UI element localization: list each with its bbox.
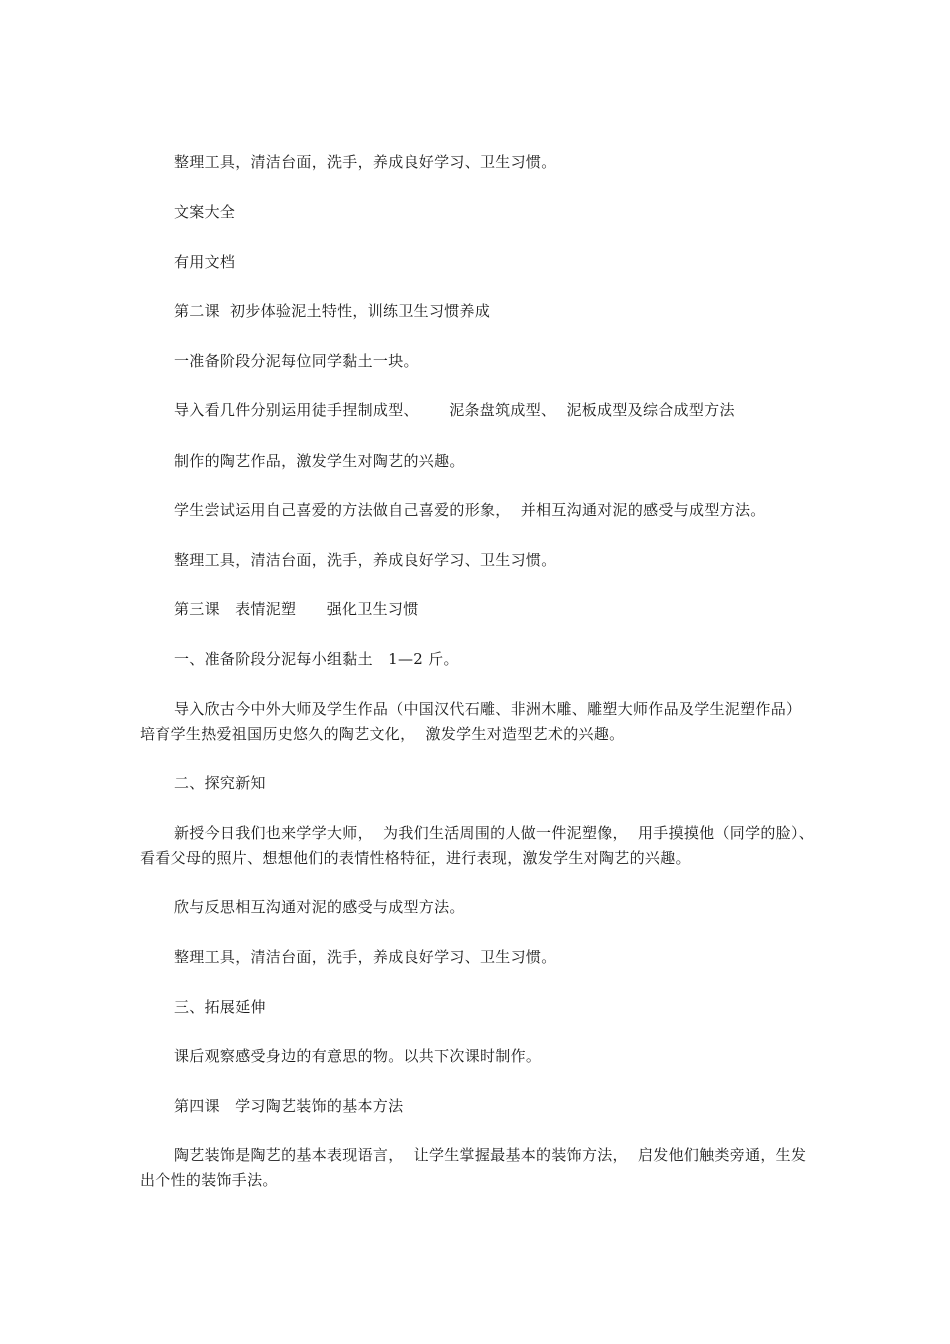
- paragraph: 一、准备阶段分泥每小组黏土 1—2 斤。: [174, 650, 459, 668]
- paragraph: 制作的陶艺作品，激发学生对陶艺的兴趣。: [174, 452, 465, 470]
- paragraph: 整理工具，清洁台面，洗手，养成良好学习、卫生习惯。: [174, 948, 557, 966]
- paragraph: 整理工具，清洁台面，洗手，养成良好学习、卫生习惯。: [174, 551, 557, 569]
- paragraph: 新授今日我们也来学学大师， 为我们生活周围的人做一件泥塑像， 用手摸摸他（同学的脸）、看看父母的照片、想想他们的表情性格特征，进行表现，激发学生对陶艺的兴趣。: [140, 824, 815, 867]
- section-heading: 二、探究新知: [174, 774, 266, 792]
- lesson-heading: 第四课 学习陶艺装饰的基本方法: [174, 1097, 404, 1115]
- paragraph: 导入看几件分别运用徒手捏制成型、 泥条盘筑成型、 泥板成型及综合成型方法: [174, 401, 735, 419]
- section-heading: 三、拓展延伸: [174, 998, 266, 1016]
- paragraph: 课后观察感受身边的有意思的物。以共下次课时制作。: [174, 1047, 542, 1065]
- paragraph: 有用文档: [174, 253, 236, 271]
- paragraph: 陶艺装饰是陶艺的基本表现语言， 让学生掌握最基本的装饰方法， 启发他们触类旁通，生发出个性的装饰手法。: [140, 1146, 807, 1189]
- lesson-heading: 第二课 初步体验泥土特性，训练卫生习惯养成: [174, 302, 491, 320]
- paragraph: 一准备阶段分泥每位同学黏土一块。: [174, 352, 419, 370]
- paragraph: 文案大全: [174, 203, 236, 221]
- lesson-heading: 第三课 表情泥塑 强化卫生习惯: [174, 600, 419, 618]
- paragraph: 学生尝试运用自己喜爱的方法做自己喜爱的形象， 并相互沟通对泥的感受与成型方法。: [174, 501, 766, 519]
- paragraph: 导入欣古今中外大师及学生作品（中国汉代石雕、非洲木雕、雕塑大师作品及学生泥塑作品） 培育学生热爱祖国历史悠久的陶艺文化， 激发学生对造型艺术的兴趣。: [140, 700, 807, 743]
- paragraph: 欣与反思相互沟通对泥的感受与成型方法。: [174, 898, 465, 916]
- paragraph: 整理工具，清洁台面，洗手，养成良好学习、卫生习惯。: [174, 153, 557, 171]
